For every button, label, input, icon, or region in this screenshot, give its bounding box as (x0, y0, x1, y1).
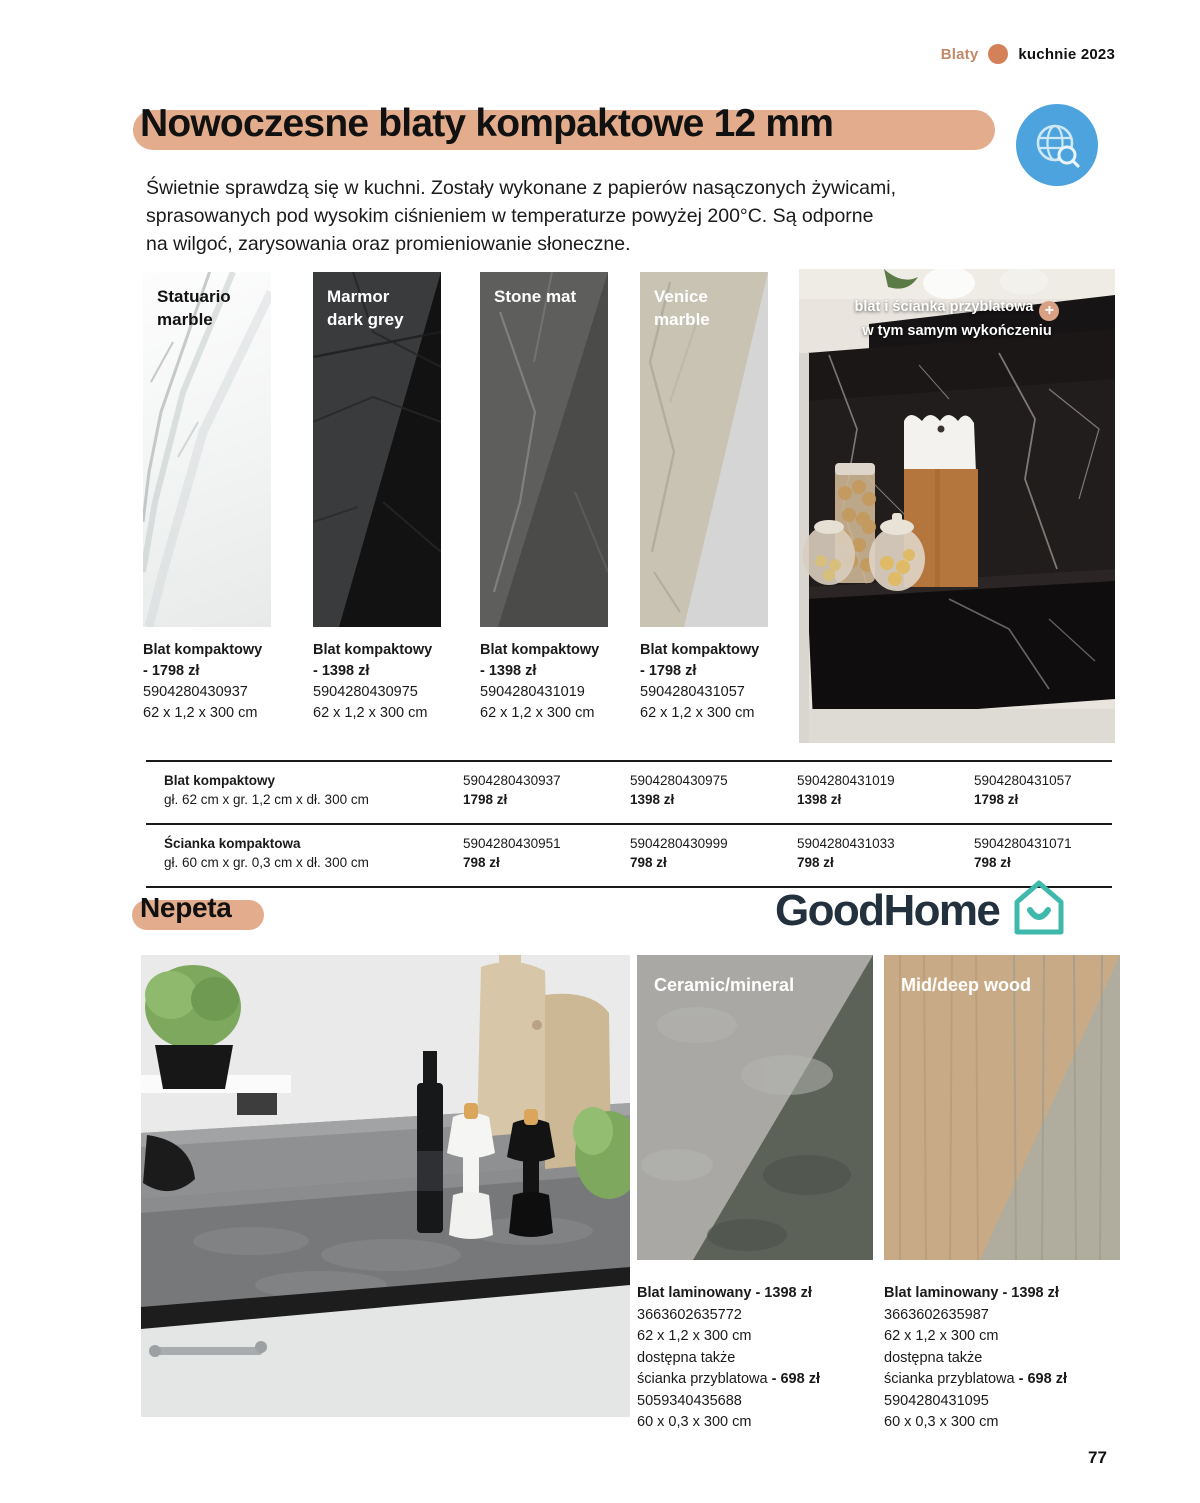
cell-price: 1798 zł (974, 792, 1019, 807)
photo-overlay-caption (799, 297, 1115, 342)
cell-price: 1398 zł (630, 792, 675, 807)
table-cell-variant (974, 834, 1072, 872)
caption-dims: 62 x 1,2 x 300 cm (143, 705, 258, 721)
intro-line-2: sprasowanych pod wysokim ciśnieniem w temperaturze powyżej 200°C. Są odporne (146, 205, 874, 227)
swatch-label (654, 285, 768, 331)
cell-code: 5904280431019 (797, 773, 895, 788)
table-cell-variant (797, 834, 895, 872)
page-title: Nowoczesne blaty kompaktowe 12 mm (140, 102, 834, 145)
table-cell-variant (630, 771, 728, 809)
swatch-ceramic-mineral[interactable] (637, 955, 873, 1260)
caption-accessory-code: 5059340435688 (637, 1392, 742, 1409)
nepeta-title: Nepeta (140, 892, 232, 923)
nepeta-photo-illustration (141, 955, 630, 1417)
swatch-mid-deep-wood[interactable] (884, 955, 1120, 1260)
caption-price: - 1398 zł (313, 663, 370, 679)
caption-code: 3663602635987 (884, 1306, 989, 1323)
caption-price: - 1798 zł (143, 663, 200, 679)
swatch-caption (313, 640, 473, 724)
laminate-caption (884, 1283, 1124, 1434)
intro-line-1: Świetnie sprawdzą się w kuchni. Zostały wykonane z papierów nasączonych żywicami, (146, 177, 896, 199)
table-cell-variant (463, 771, 561, 809)
swatch-label-line1: Stone mat (494, 287, 577, 306)
caption-title: Blat laminowany (637, 1285, 752, 1301)
cell-price: 798 zł (463, 855, 500, 870)
page-number: 77 (1088, 1448, 1107, 1467)
cell-code: 5904280431033 (797, 836, 895, 851)
table-cell-variant (630, 834, 728, 872)
kitchen-photo-black-marble[interactable] (799, 269, 1115, 743)
overlay-line-2: w tym samym wykończeniu (862, 323, 1052, 339)
cell-price: 1798 zł (463, 792, 508, 807)
caption-accessory: ścianka przyblatowa (637, 1371, 768, 1387)
row-spec: gł. 60 cm x gr. 0,3 cm x dł. 300 cm (164, 855, 369, 870)
caption-price: - 1398 zł (755, 1285, 812, 1301)
cell-price: 798 zł (974, 855, 1011, 870)
swatch-label-line1: Statuario (157, 287, 231, 306)
caption-dims: 62 x 1,2 x 300 cm (313, 705, 428, 721)
cell-code: 5904280431071 (974, 836, 1072, 851)
swatch-venice-marble[interactable] (640, 272, 768, 627)
swatch-caption (143, 640, 303, 724)
cell-price: 798 zł (630, 855, 667, 870)
goodhome-house-smile-icon (1011, 880, 1067, 941)
swatch-label-line2: dark grey (327, 310, 404, 329)
table-cell-name (164, 834, 464, 872)
caption-price: - 1398 zł (480, 663, 537, 679)
nepeta-kitchen-photo[interactable] (141, 955, 630, 1417)
caption-dims: 62 x 1,2 x 300 cm (637, 1328, 752, 1344)
goodhome-logo (775, 880, 1067, 941)
page-title-block (140, 96, 833, 152)
swatch-stone-mat[interactable] (480, 272, 608, 627)
swatch-diagonal-split (480, 272, 608, 627)
running-head-section: Blaty (940, 45, 979, 63)
table-row (146, 823, 1112, 886)
caption-title: Blat kompaktowy (640, 642, 760, 658)
swatch-label: Mid/deep wood (901, 975, 1031, 995)
caption-title: Blat laminowany (884, 1285, 999, 1301)
caption-code: 5904280430975 (313, 684, 418, 700)
table-row (146, 760, 1112, 823)
table-cell-variant (797, 771, 895, 809)
table-cell-variant (974, 771, 1072, 809)
caption-dims: 62 x 1,2 x 300 cm (480, 705, 595, 721)
caption-code: 5904280431057 (640, 684, 745, 700)
intro-paragraph (146, 174, 996, 258)
running-head (0, 44, 1115, 64)
swatch-label: Ceramic/mineral (654, 975, 795, 995)
caption-dims: 62 x 1,2 x 300 cm (640, 705, 755, 721)
caption-accessory-dims: 60 x 0,3 x 300 cm (884, 1414, 999, 1430)
caption-code: 3663602635772 (637, 1306, 742, 1323)
cell-price: 1398 zł (797, 792, 842, 807)
swatch-label-line2: marble (157, 310, 213, 329)
swatch-caption (640, 640, 800, 724)
cell-code: 5904280430975 (630, 773, 728, 788)
row-spec: gł. 62 cm x gr. 1,2 cm x dł. 300 cm (164, 792, 369, 807)
overlay-line-1: blat i ścianka przyblatowa (854, 299, 1034, 315)
row-name: Ścianka kompaktowa (164, 836, 301, 851)
caption-accessory-price: - 698 zł (771, 1371, 820, 1387)
section-heading-nepeta (140, 886, 232, 930)
caption-price: - 1398 zł (1002, 1285, 1059, 1301)
running-head-dot-icon (988, 44, 1008, 64)
intro-line-3: na wilgoć, zarysowania oraz promieniowanie słoneczne. (146, 233, 631, 255)
swatch-label-line1: Venice (654, 287, 708, 306)
swatch-statuario-marble[interactable] (143, 272, 271, 627)
swatch-label (327, 285, 441, 331)
table-cell-name (164, 771, 464, 809)
caption-code: 5904280430937 (143, 684, 248, 700)
caption-accessory-code: 5904280431095 (884, 1392, 989, 1409)
row-name: Blat kompaktowy (164, 773, 276, 788)
specification-table (146, 760, 1112, 888)
cell-code: 5904280430999 (630, 836, 728, 851)
caption-accessory: ścianka przyblatowa (884, 1371, 1015, 1387)
swatch-caption (480, 640, 640, 724)
swatch-diagonal-split (884, 955, 1120, 1260)
caption-title: Blat kompaktowy (313, 642, 433, 658)
plus-icon[interactable]: + (1039, 301, 1059, 321)
goodhome-wordmark: GoodHome (775, 885, 1000, 935)
caption-also: dostępna także (884, 1349, 983, 1366)
swatch-label-line2: marble (654, 310, 710, 329)
caption-code: 5904280431019 (480, 684, 585, 700)
caption-accessory-price: - 698 zł (1018, 1371, 1067, 1387)
cell-price: 798 zł (797, 855, 834, 870)
caption-title: Blat kompaktowy (480, 642, 600, 658)
caption-dims: 62 x 1,2 x 300 cm (884, 1328, 999, 1344)
swatch-label (157, 285, 271, 331)
caption-price: - 1798 zł (640, 663, 697, 679)
caption-also: dostępna także (637, 1349, 736, 1366)
cell-code: 5904280431057 (974, 773, 1072, 788)
running-head-catalog: kuchnie 2023 (1018, 45, 1115, 63)
table-cell-variant (463, 834, 561, 872)
swatch-marmor-dark-grey[interactable] (313, 272, 441, 627)
caption-title: Blat kompaktowy (143, 642, 263, 658)
swatch-label (494, 285, 608, 308)
swatch-diagonal-split (637, 955, 873, 1260)
caption-accessory-dims: 60 x 0,3 x 300 cm (637, 1414, 752, 1430)
laminate-caption (637, 1283, 877, 1434)
globe-search-icon[interactable] (1016, 104, 1098, 186)
cell-code: 5904280430951 (463, 836, 561, 851)
swatch-label-line1: Marmor (327, 287, 390, 306)
cell-code: 5904280430937 (463, 773, 561, 788)
